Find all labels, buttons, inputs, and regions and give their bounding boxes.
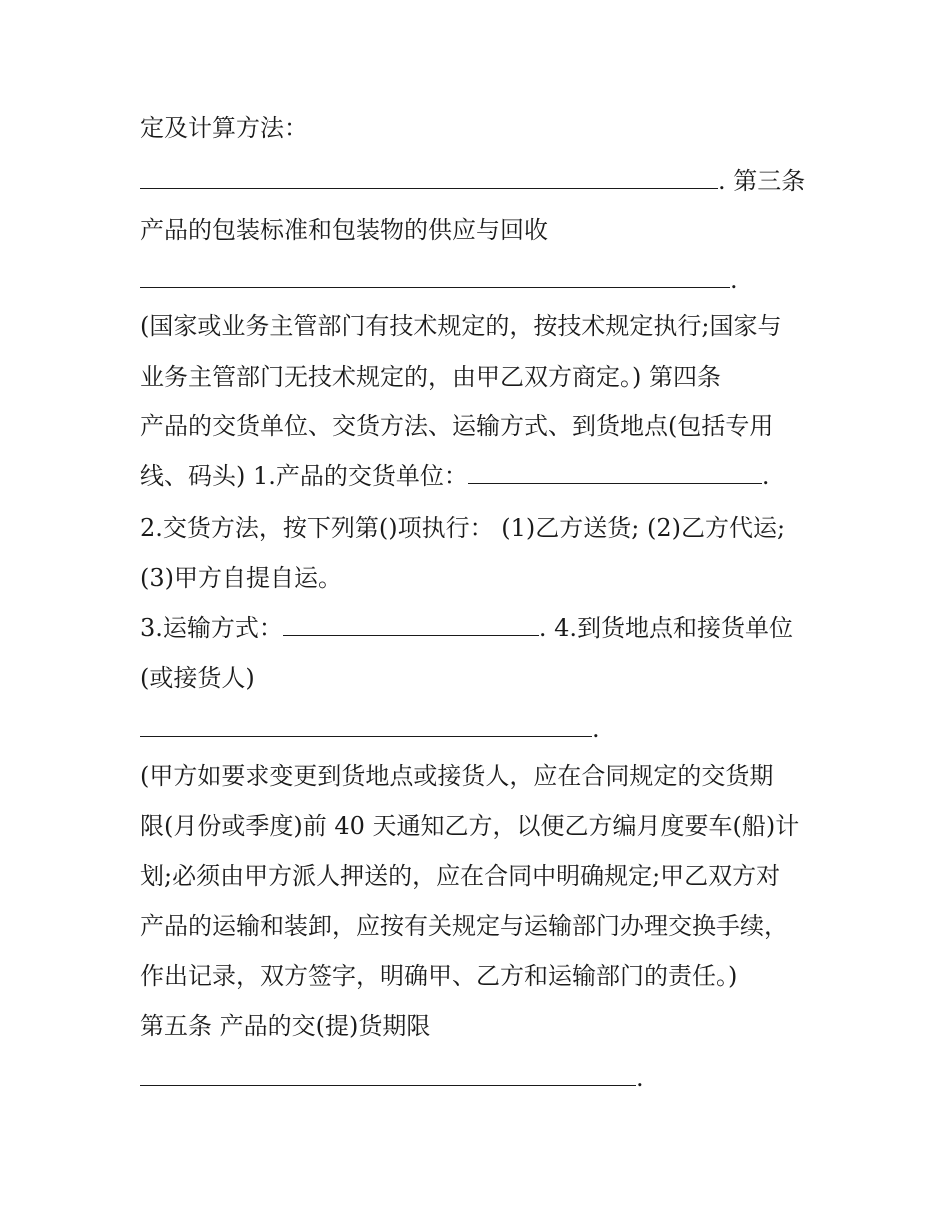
text-fragment: 3.运输方式： <box>140 614 283 642</box>
text-line: 2.交货方法，按下列第()项执行： (1)乙方送货; (2)乙方代运; <box>140 514 786 542</box>
blank-line <box>140 1062 644 1094</box>
text-line: (或接货人) <box>140 664 255 692</box>
text-fragment: . <box>761 462 770 490</box>
text-line: 定及计算方法： <box>140 114 308 142</box>
text-fragment: . <box>636 1064 644 1092</box>
text-line: 作出记录，双方签字，明确甲、乙方和运输部门的责任。) <box>140 962 738 990</box>
fill-in-blank[interactable] <box>283 613 539 636</box>
text-line <box>140 460 770 492</box>
blank-line <box>140 264 738 296</box>
blank-line <box>140 165 805 197</box>
fill-in-blank[interactable] <box>140 714 592 737</box>
text-line: (国家或业务主管部门有技术规定的，按技术规定执行;国家与 <box>140 312 782 340</box>
text-fragment: . 第三条 <box>718 167 806 195</box>
text-line: 限(月份或季度)前 40 天通知乙方，以便乙方编月度要车(船)计 <box>140 812 800 840</box>
fill-in-blank[interactable] <box>140 265 730 288</box>
text-fragment: . 4.到货地点和接货单位 <box>538 614 794 642</box>
text-line <box>140 612 793 644</box>
text-line: 划;必须由甲方派人押送的，应在合同中明确规定;甲乙双方对 <box>140 862 781 890</box>
text-fragment: 线、码头) 1.产品的交货单位： <box>140 462 468 490</box>
text-line: (甲方如要求变更到货地点或接货人，应在合同规定的交货期 <box>140 762 774 790</box>
text-line: 产品的运输和装卸，应按有关规定与运输部门办理交换手续， <box>140 912 788 940</box>
text-line: 业务主管部门无技术规定的，由甲乙双方商定。) 第四条 <box>140 363 721 391</box>
blank-line <box>140 713 600 745</box>
text-line: 第五条 产品的交(提)货期限 <box>140 1012 431 1040</box>
text-line: 产品的包装标准和包装物的供应与回收 <box>140 216 548 244</box>
text-line: 产品的交货单位、交货方法、运输方式、到货地点(包括专用 <box>140 412 774 440</box>
fill-in-blank[interactable] <box>468 461 762 484</box>
fill-in-blank[interactable] <box>140 1063 636 1086</box>
fill-in-blank[interactable] <box>140 166 718 189</box>
text-line: (3)甲方自提自运。 <box>140 564 342 592</box>
text-fragment: . <box>730 266 738 294</box>
text-fragment: . <box>592 715 600 743</box>
